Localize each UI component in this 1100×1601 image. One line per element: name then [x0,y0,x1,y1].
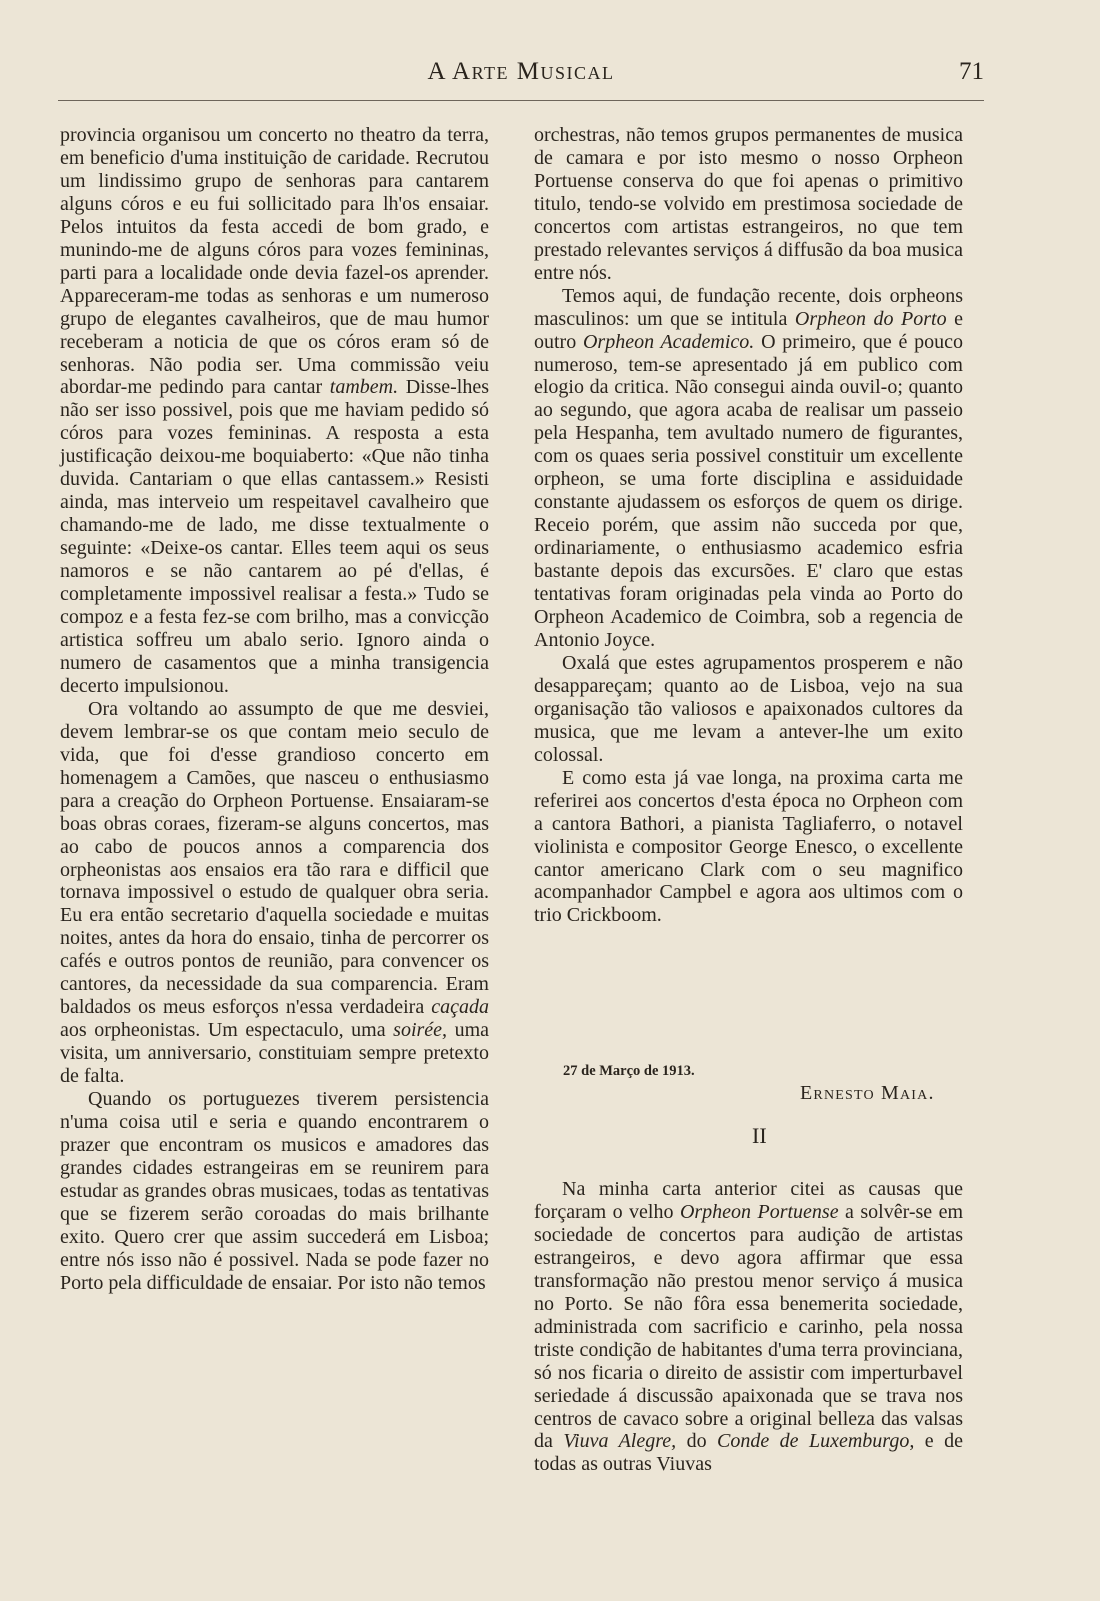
author-signature: Ernesto Maia. [800,1082,935,1104]
paragraph: Quando os portuguezes tiverem persistencia n'uma coisa util e seria e quando encontrarem o prazer que encontram os musicos e amadores das grandes cidades estrangeiras em se reunirem para estudar as grandes obras musicaes, todas as tentativas que se fizerem serão coroadas do mais brilhante exito. Quero crer que assim succederá em Lisboa; entre nós isso não é possivel. Nada se pode fazer no Porto pela difficuldade de ensaiar. Por isto não temos [60,1088,489,1294]
paragraph: orchestras, não temos grupos permanentes de musica de camara e por isto mesmo o nosso Orpheon Portuense conserva do que foi apenas o primitivo titulo, tendo-se volvido em prestimosa sociedade de concertos com artistas estrangeiros, no que tem prestado relevantes serviços á diffusão da boa musica entre nós. [534,124,963,284]
date-line: 27 de Março de 1913. [563,1063,695,1079]
paragraph: Na minha carta anterior citei as causas que forçaram o velho Orpheon Portuense a solvêr-se em sociedade de concertos para audição de artistas estrangeiros, e devo agora affirmar que essa transformação não prestou menor serviço á musica no Porto. Se não fôra essa benemerita sociedade, administrada com sacrificio e carinho, pela nossa triste condição de habitantes d'uma terra provinciana, só nos ficaria o direito de assistir com imperturbavel seriedade á discussão apaixonada que se trava nos centros de cavaco sobre a original belleza das valsas da Viuva Alegre, do Conde de Luxemburgo, e de todas as outras Viuvas [534,1178,964,1476]
section-number: II [752,1123,767,1148]
paragraph: Oxalá que estes agrupamentos prosperem e não desappareçam; quanto ao de Lisboa, vejo na sua organisação tão valiosos e apaixonados cultores da musica, que me levam a antever-lhe um exito colossal. [534,651,963,766]
journal-title: A Arte Musical [427,58,615,85]
paragraph: Temos aqui, de fundação recente, dois orpheons masculinos: um que se intitula Orpheon do Porto e outro Orpheon Academico. O primeiro, que é pouco numeroso, tem-se apresentado já em publico com elogio da critica. Não consegui ainda ouvil-o; quanto ao segundo, que agora acaba de realisar um passeio pela Hespanha, tem avultado numero de figurantes, com os quaes seria possivel constituir um excellente orpheon, se uma forte disciplina e assiduidade constante ajudassem os esforços de quem os dirige. Receio porém, que assim não succeda por que, ordinariamente, o enthusiasmo academico esfria bastante depois das excursões. E' claro que estas tentativas foram originadas pela vinda ao Porto do Orpheon Academico de Coimbra, sob a regencia de Antonio Joyce. [534,284,963,651]
page-number: 71 [959,58,984,85]
paragraph: Ora voltando ao assumpto de que me desviei, devem lembrar-se os que contam meio seculo de vida, que foi d'esse grandioso concerto em homenagem a Camões, que nasceu o enthusiasmo para a creação do Orpheon Portuense. Ensaiaram-se boas obras coraes, fizeram-se alguns concertos, mas ao cabo de poucos annos a comparencia dos orpheonistas aos ensaios era tão rara e difficil que tornava impossivel o estudo de qualquer obra seria. Eu era então secretario d'aquella sociedade e muitas noites, antes da hora do ensaio, tinha de percorrer os cafés e outros pontos de reunião, para convencer os cantores, da necessidade da sua comparencia. Eram baldados os meus esforços n'essa verdadeira caçada aos orpheonistas. Um espectaculo, uma soirée, uma visita, um anniversario, constituiam sempre pretexto de falta. [60,697,490,1088]
right-column [534,124,963,927]
paragraph: E como esta já vae longa, na proxima carta me referirei aos concertos d'esta época no Orpheon com a cantora Bathori, a pianista Tagliaferro, o notavel violinista e compositor George Enesco, o excellente cantor americano Clark com o seu magnifico acompanhador Campbel e agora aos ultimos com o trio Crickboom. [534,766,963,927]
right-column-section-2 [534,1178,963,1476]
page-header [58,52,984,101]
left-column [60,124,489,1295]
paragraph: provincia organisou um concerto no theatro da terra, em beneficio d'uma instituição de caridade. Recrutou um lindissimo grupo de senhoras para cantarem alguns córos e eu fui sollicitado para lh'os ensaiar. Pelos intuitos da festa accedi de bom grado, e munindo-me de alguns córos para vozes femininas, parti para a localidade onde devia fazel-os aprender. Appareceram-me todas as senhoras e um numeroso grupo de elegantes cavalheiros, que de mau humor receberam a noticia de que os córos eram só de senhoras. Não podia ser. Uma commissão veiu abordar-me pedindo para cantar tambem. Disse-lhes não ser isso possivel, pois que me haviam pedido só córos para vozes femininas. A resposta a esta justificação deixou-me boquiaberto: «Que não tinha duvida. Cantariam o que ellas cantassem.» Resisti ainda, mas interveio um respeitavel cavalheiro que chamando-me de lado, me disse textualmente o seguinte: «Deixe-os cantar. Elles teem aqui os seus namoros e se não cantarem ao pé d'ellas, é completamente impossivel realisar a festa.» Tudo se compoz e a festa fez-se com brilho, mas a convicção artistica soffreu um abalo serio. Ignoro ainda o numero de casamentos que a minha transigencia decerto impulsionou. [60,124,490,697]
